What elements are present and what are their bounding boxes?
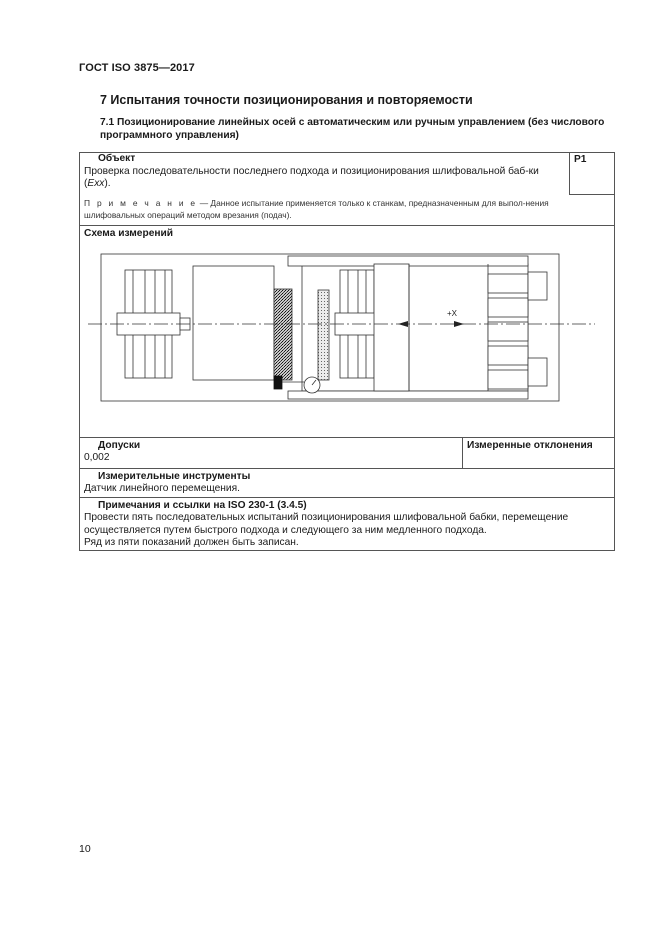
object-row <box>80 153 615 195</box>
measured-deviations-label: Измеренные отклонения <box>463 437 615 468</box>
scheme-row <box>80 225 615 437</box>
object-label: Объект <box>98 153 136 164</box>
tolerances-label: Допуски <box>98 439 141 451</box>
notes-cell <box>80 497 615 550</box>
tolerance-cell <box>80 437 463 468</box>
test-code: P1 <box>570 153 615 195</box>
page-number: 10 <box>79 843 91 855</box>
scheme-label: Схема измерений <box>84 227 174 239</box>
note-row <box>80 194 615 225</box>
instruments-row <box>80 468 615 497</box>
instruments-cell <box>80 468 615 497</box>
notes-line: осуществляется путем быстрого подхода и следующего за ним медленного подхода. <box>84 524 487 536</box>
object-text: Проверка последовательности последнего подхода и позиционирования шлифовальной баб-ки (Exx). <box>84 165 539 190</box>
subsection-title: 7.1 Позиционирование линейных осей с автоматическим или ручным управлением (без числового программного управления) <box>100 117 605 141</box>
axis-label: +X <box>447 309 458 319</box>
workpiece <box>193 266 274 380</box>
tolerance-row <box>80 437 615 468</box>
notes-label: Примечания и ссылки на ISO 230-1 (3.4.5) <box>98 499 307 511</box>
grinding-wheel <box>274 289 292 380</box>
fine-grinding-wheel <box>318 290 329 380</box>
left-spindle-hub <box>117 313 180 335</box>
note-cell <box>80 194 615 225</box>
test-table <box>79 152 615 551</box>
document-header: ГОСТ ISO 3875—2017 <box>79 62 195 74</box>
section-title: 7 Испытания точности позиционирования и повторяемости <box>100 93 473 107</box>
instruments-label: Измерительные инструменты <box>98 470 251 482</box>
x-direction-arrow <box>454 321 464 327</box>
grinding-machine-diagram <box>80 240 613 436</box>
tolerance-value: 0,002 <box>84 452 110 464</box>
instruments-text: Датчик линейного перемещения. <box>84 483 240 495</box>
notes-line: Ряд из пяти показаний должен быть записан. <box>84 537 299 549</box>
applicability-note: П р и м е ч а н и е — Данное испытание применяется только к станкам, предназначенным для выпол-нения шлифовальных операций методом врезания (подач). <box>84 197 549 221</box>
notes-line: Провести пять последовательных испытаний позиционирования шлифовальной бабки, перемещение <box>84 512 569 524</box>
scheme-cell <box>80 225 615 437</box>
probe-tip <box>274 376 282 389</box>
notes-row <box>80 497 615 550</box>
object-cell <box>80 153 570 195</box>
measurement-diagram <box>80 240 614 436</box>
